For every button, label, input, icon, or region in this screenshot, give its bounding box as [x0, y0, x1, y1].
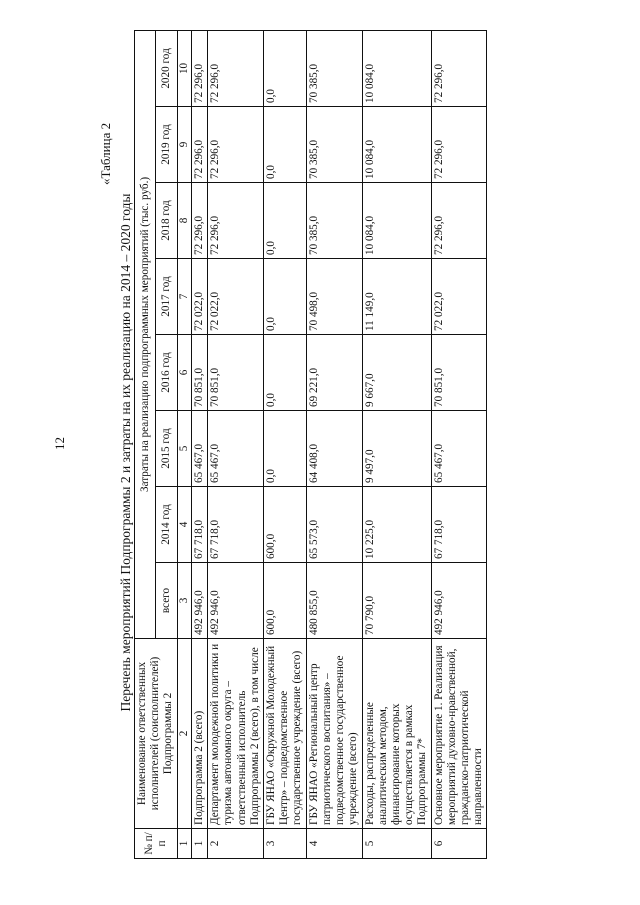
row-name: ГБУ ЯНАО «Окружной Молодежный Центр» – подведомственное государственное учреждение (всего) — [263, 639, 306, 829]
table-row — [306, 30, 362, 858]
value-2017: 70 498,0 — [306, 259, 362, 335]
column-numbers-row — [177, 30, 191, 858]
table-row — [208, 30, 264, 858]
value-2017: 0,0 — [263, 259, 306, 335]
value-2019: 10 084,0 — [362, 107, 431, 183]
header-year-2014: 2014 год — [156, 487, 177, 563]
value-2018: 72 296,0 — [191, 183, 207, 259]
value-2014: 600,0 — [263, 487, 306, 563]
col-number: 4 — [177, 487, 191, 563]
header-year-2019: 2019 год — [156, 107, 177, 183]
col-number: 1 — [177, 829, 191, 859]
row-num: 3 — [263, 829, 306, 859]
costs-table — [134, 30, 487, 859]
header-total: всего — [156, 563, 177, 639]
value-2016: 0,0 — [263, 335, 306, 411]
header-name: Наименование ответственных исполнителей (соисполнителей) Подпрограммы 2 — [135, 639, 178, 829]
table-row — [191, 30, 207, 858]
page-number: 12 — [52, 437, 67, 450]
value-2020: 72 296,0 — [431, 30, 487, 106]
value-2018: 10 084,0 — [362, 183, 431, 259]
header-num: № п/п — [135, 829, 178, 859]
col-number: 8 — [177, 183, 191, 259]
value-2017: 11 149,0 — [362, 259, 431, 335]
value-2018: 0,0 — [263, 183, 306, 259]
row-num: 2 — [208, 829, 264, 859]
header-year-2018: 2018 год — [156, 183, 177, 259]
header-costs-group: Затраты на реализацию подпрограммных мероприятий (тыс. руб.) — [135, 30, 156, 638]
value-2019: 0,0 — [263, 107, 306, 183]
value-2017: 72 022,0 — [431, 259, 487, 335]
row-num: 6 — [431, 829, 487, 859]
value-2020: 0,0 — [263, 30, 306, 106]
header-year-2020: 2020 год — [156, 30, 177, 106]
value-2015: 65 467,0 — [431, 411, 487, 487]
value-2015: 65 467,0 — [208, 411, 264, 487]
table-note: «Таблица 2 — [98, 122, 113, 185]
value-2014: 67 718,0 — [431, 487, 487, 563]
col-number: 9 — [177, 107, 191, 183]
value-2019: 72 296,0 — [431, 107, 487, 183]
value-2018: 70 385,0 — [306, 183, 362, 259]
value-2016: 70 851,0 — [431, 335, 487, 411]
value-2019: 72 296,0 — [208, 107, 264, 183]
value-2017: 72 022,0 — [208, 259, 264, 335]
value-2016: 9 667,0 — [362, 335, 431, 411]
value-2016: 70 851,0 — [208, 335, 264, 411]
table-row — [263, 30, 306, 858]
row-name: Департамент молодежной политики и туризма автономного округа – ответственный исполнитель Подпрограммы 2 (всего), в том числе — [208, 639, 264, 829]
value-2015: 65 467,0 — [191, 411, 207, 487]
value-total: 492 946,0 — [191, 563, 207, 639]
value-total: 600,0 — [263, 563, 306, 639]
value-2014: 67 718,0 — [208, 487, 264, 563]
value-2019: 72 296,0 — [191, 107, 207, 183]
value-2015: 64 408,0 — [306, 411, 362, 487]
value-total: 492 946,0 — [208, 563, 264, 639]
table-title: Перечень мероприятий Подпрограммы 2 и затраты на их реализацию на 2014 – 2020 годы — [118, 193, 133, 712]
value-total: 492 946,0 — [431, 563, 487, 639]
value-2016: 69 221,0 — [306, 335, 362, 411]
row-name: Расходы, распределенные аналитическим методом, финансирование которых осуществляется в рамках Подпрограммы 7* — [362, 639, 431, 829]
header-year-2017: 2017 год — [156, 259, 177, 335]
header-year-2015: 2015 год — [156, 411, 177, 487]
value-2020: 10 084,0 — [362, 30, 431, 106]
value-2020: 72 296,0 — [208, 30, 264, 106]
value-2014: 67 718,0 — [191, 487, 207, 563]
value-2014: 10 225,0 — [362, 487, 431, 563]
value-2019: 70 385,0 — [306, 107, 362, 183]
value-2020: 72 296,0 — [191, 30, 207, 106]
value-2014: 65 573,0 — [306, 487, 362, 563]
value-2017: 72 022,0 — [191, 259, 207, 335]
value-2018: 72 296,0 — [208, 183, 264, 259]
col-number: 2 — [177, 639, 191, 829]
table-row — [362, 30, 431, 858]
value-2015: 9 497,0 — [362, 411, 431, 487]
value-2016: 70 851,0 — [191, 335, 207, 411]
value-2018: 72 296,0 — [431, 183, 487, 259]
col-number: 3 — [177, 563, 191, 639]
value-total: 70 790,0 — [362, 563, 431, 639]
row-num: 1 — [191, 829, 207, 859]
col-number: 5 — [177, 411, 191, 487]
header-year-2016: 2016 год — [156, 335, 177, 411]
col-number: 10 — [177, 30, 191, 106]
value-total: 480 855,0 — [306, 563, 362, 639]
row-num: 4 — [306, 829, 362, 859]
row-num: 5 — [362, 829, 431, 859]
value-2015: 0,0 — [263, 411, 306, 487]
row-name: Основное мероприятие 1. Реализация мероприятий духовно-нравственной, гражданско-патриотической направленности — [431, 639, 487, 829]
row-name: Подпрограмма 2 (всего) — [191, 639, 207, 829]
value-2020: 70 385,0 — [306, 30, 362, 106]
col-number: 7 — [177, 259, 191, 335]
row-name: ГБУ ЯНАО «Региональный центр патриотического воспитания» – подведомственное государственное учреждение (всего) — [306, 639, 362, 829]
col-number: 6 — [177, 335, 191, 411]
table-row — [431, 30, 487, 858]
